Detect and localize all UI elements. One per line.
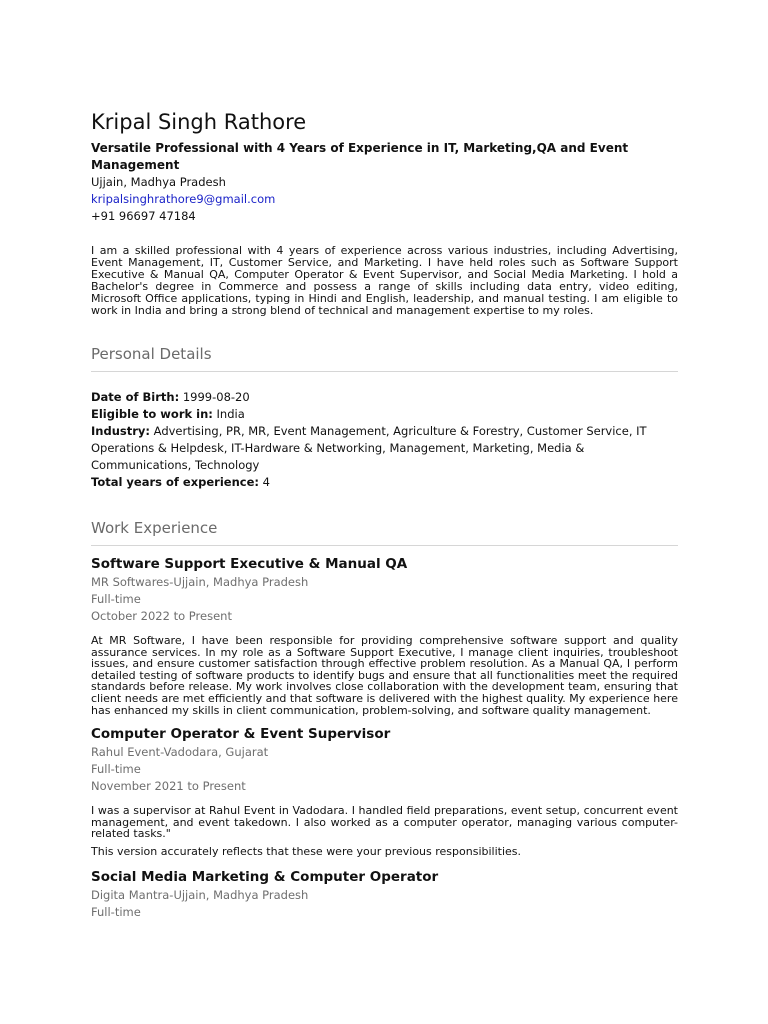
eligible-value: India — [216, 407, 245, 421]
profile-summary: I am a skilled professional with 4 years of experience across various industries, including Advertising, Event Management, IT, Customer Service, and Marketing. I have held roles such as Software Support Executive & Manual QA, Computer Operator & Event Supervisor, and Social Media Marketing. I hold a Bachelor's degree in Commerce and possess a range of skills including data entry, video editing, Microsoft Office applications, typing in Hindi and English, leadership, and manual testing. I am eligible to work in India and bring a strong blend of technical and management expertise to my roles. — [91, 244, 678, 317]
industry-label: Industry: — [91, 424, 150, 438]
candidate-name: Kripal Singh Rathore — [91, 110, 307, 134]
job-description: I was a supervisor at Rahul Event in Vadodara. I handled field preparations, event setup, concurrent event management, and event takedown. I also worked as a computer operator, managing various computer-related tasks." — [91, 804, 678, 841]
eligible-label: Eligible to work in: — [91, 407, 213, 421]
job-entry — [91, 868, 678, 921]
job-entry — [91, 555, 678, 716]
job-entry — [91, 725, 678, 859]
industry-row — [91, 423, 678, 474]
job-type: Full-time — [91, 592, 141, 606]
candidate-phone: +91 96697 47184 — [91, 209, 196, 223]
eligible-row — [91, 406, 678, 423]
job-dates: October 2022 to Present — [91, 609, 232, 623]
job-dates: November 2021 to Present — [91, 779, 246, 794]
industry-value: Advertising, PR, MR, Event Management, Agriculture & Forestry, Customer Service, IT Operations & Helpdesk, IT-Hardware & Networking, Management, Marketing, Media & Communications, Technology — [91, 424, 647, 472]
resume-content — [91, 108, 678, 921]
candidate-headline: Versatile Professional with 4 Years of Experience in IT, Marketing,QA and Event Management — [91, 141, 629, 172]
job-title: Social Media Marketing & Computer Operator — [91, 868, 439, 885]
personal-details — [91, 389, 678, 491]
section-divider — [91, 371, 678, 372]
dob-row — [91, 389, 678, 406]
job-note: This version accurately reflects that these were your previous responsibilities. — [91, 844, 522, 858]
dob-label: Date of Birth: — [91, 390, 180, 404]
job-company: Rahul Event-Vadodara, Gujarat — [91, 745, 269, 760]
job-type: Full-time — [91, 904, 141, 919]
job-company: MR Softwares-Ujjain, Madhya Pradesh — [91, 575, 309, 589]
job-title: Computer Operator & Event Supervisor — [91, 726, 391, 743]
section-divider — [91, 545, 678, 546]
job-description: At MR Software, I have been responsible for providing comprehensive software support and quality assurance services. In my role as a Software Support Executive, I manage client inquiries, troubleshoot issues, and ensure customer satisfaction through effective problem resolution. As a Manual QA, I perform detailed testing of software products to identify bugs and ensure that all functionalities meet the required standards before release. My work involves close collaboration with the development team, ensuring that client needs are met efficiently and that software is delivered with the highest quality. My experience here has enhanced my skills in client communication, problem-solving, and software quality management. — [91, 634, 678, 717]
work-experience-heading: Work Experience — [91, 519, 218, 537]
experience-row — [91, 474, 678, 491]
experience-value: 4 — [262, 475, 270, 489]
personal-details-heading: Personal Details — [91, 345, 212, 363]
job-type: Full-time — [91, 762, 141, 777]
candidate-location: Ujjain, Madhya Pradesh — [91, 175, 226, 189]
job-company: Digita Mantra-Ujjain, Madhya Pradesh — [91, 887, 309, 902]
candidate-email-link[interactable]: kripalsinghrathore9@gmail.com — [91, 192, 276, 206]
job-title: Software Support Executive & Manual QA — [91, 556, 408, 572]
dob-value: 1999-08-20 — [182, 390, 250, 404]
experience-label: Total years of experience: — [91, 475, 259, 489]
